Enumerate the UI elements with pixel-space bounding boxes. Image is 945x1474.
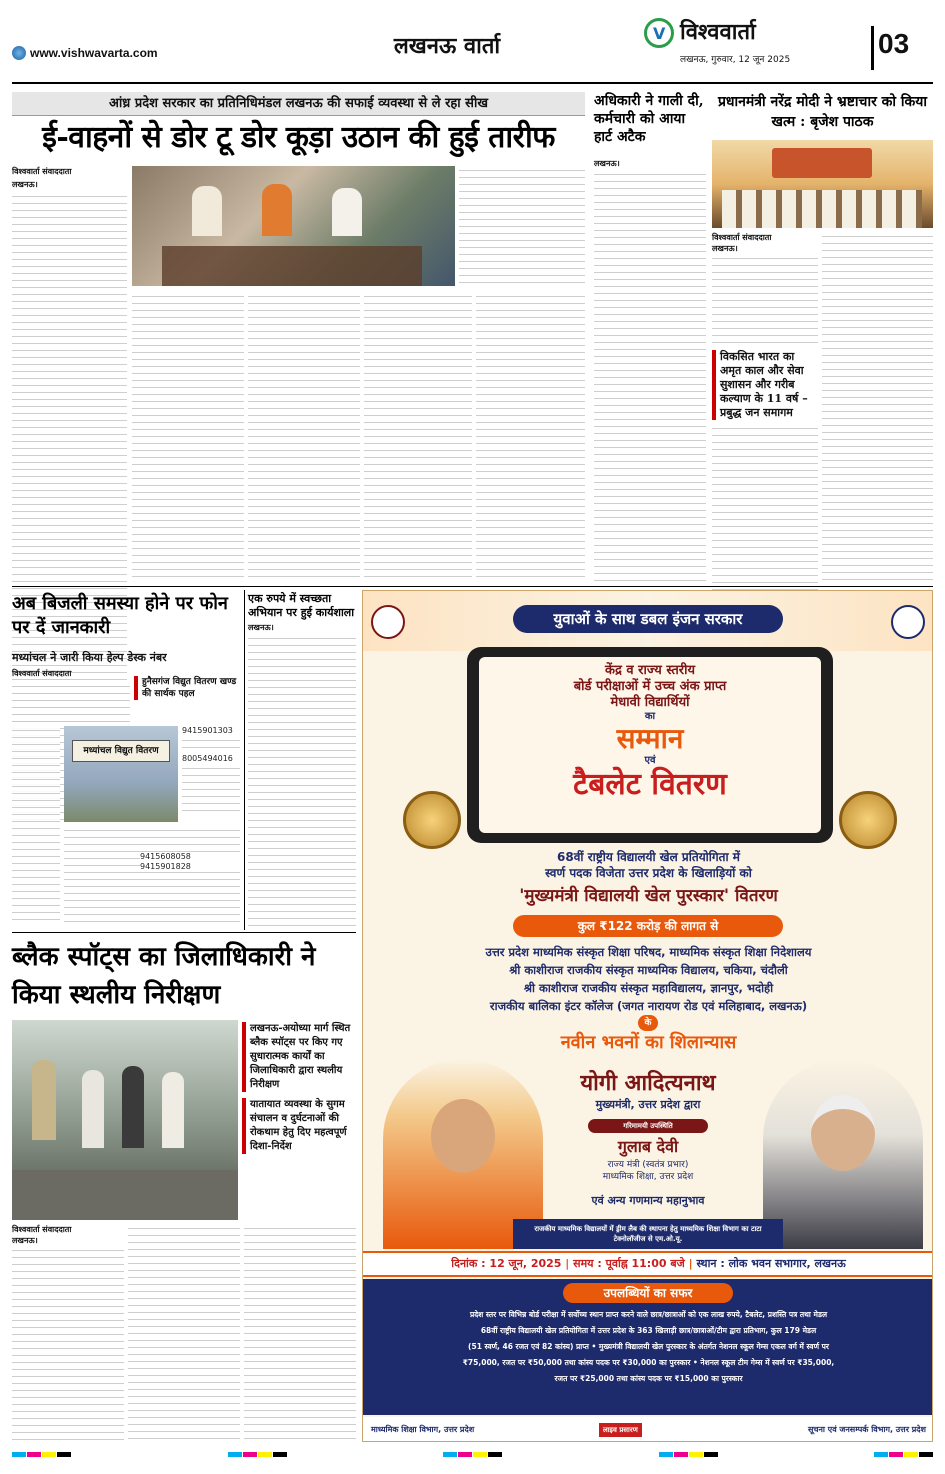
- electricity-headline[interactable]: अब बिजली समस्या होने पर फोन पर दें जानकारी: [12, 593, 228, 638]
- body-text: [459, 166, 585, 286]
- dateline-text: लखनऊ।: [12, 1236, 38, 1245]
- institution: राजकीय बालिका इंटर कॉलेज (जगत नारायण रोड एवं मलिहाबाद, लखनऊ): [489, 999, 808, 1013]
- event-photo: [712, 140, 933, 228]
- divider: [244, 590, 245, 930]
- color-bars: [12, 1452, 933, 1460]
- event-time: समय : पूर्वाह्न 11:00 बजे: [573, 1257, 685, 1270]
- institution-list: [373, 943, 924, 1015]
- emblem-icon: [891, 605, 925, 639]
- electricity-subhead: मध्यांचल ने जारी किया हेल्प डेस्क नंबर: [12, 651, 167, 664]
- award-line: 'मुख्यमंत्री विद्यालयी खेल पुरस्कार' वितरण: [519, 886, 778, 906]
- phone-list: [140, 852, 240, 872]
- emblem-icon: [371, 605, 405, 639]
- phone-number: 9415901828: [140, 862, 191, 871]
- achievement: (51 स्वर्ण, 46 रजत एवं 82 कांस्य) प्राप्त • मुख्यमंत्री विद्यालयी खेल पुरस्कार के अंतर्गत नेशनल स्कूल गेम्स एकल वर्ग में स्वर्ण पर: [468, 1342, 829, 1351]
- body-text: [822, 232, 933, 582]
- institution: श्री काशीराज राजकीय संस्कृत माध्यमिक विद्यालय, चकिया, चंदौली: [509, 963, 788, 977]
- cm-name: योगी आदित्यनाथ: [580, 1070, 716, 1096]
- body-text: [476, 292, 585, 582]
- shilanyas-title: नवीन भवनों का शिलान्यास: [560, 1032, 737, 1053]
- achievement: 68वीं राष्ट्रीय विद्यालयी खेल प्रतियोगिता में उत्तर प्रदेश के 363 खिलाड़ी छात्र/छात्राओं/टीम द्वारा प्रतिभाग, कुल 179 मेडल: [480, 1326, 817, 1335]
- lead-headline[interactable]: ई-वाहनों से डोर टू डोर कूड़ा उठान की हुई तारीफ: [42, 120, 555, 155]
- body-text: [248, 634, 356, 928]
- phone-number: 9415901303: [182, 726, 233, 735]
- body-text: [364, 292, 472, 582]
- pm-portrait: [763, 1059, 923, 1249]
- achievements-panel: [363, 1279, 933, 1415]
- guest-label: गरिमामयी उपस्थिति: [588, 1119, 708, 1133]
- byline: विश्ववार्ता संवाददाता: [712, 233, 772, 242]
- body-text: [182, 764, 240, 814]
- masthead: [12, 6, 933, 82]
- cm-title: मुख्यमंत्री, उत्तर प्रदेश द्वारा: [595, 1098, 701, 1111]
- byline: विश्ववार्ता संवाददाता: [12, 1225, 72, 1234]
- header-rule: [12, 82, 933, 84]
- tablet-screen: [479, 657, 821, 833]
- divider: [12, 932, 356, 933]
- tablet-ka: का: [644, 711, 656, 722]
- medal-icon: [403, 791, 461, 849]
- swachhta-headline[interactable]: एक रुपये में स्वच्छता अभियान पर हुई कार्यशाला: [248, 592, 355, 619]
- body-text: [244, 1224, 356, 1440]
- blackspot-points: [242, 1022, 356, 1154]
- live-badge: लाइव प्रसारण: [599, 1423, 642, 1437]
- event-venue: स्थान : लोक भवन सभागार, लखनऊ: [696, 1257, 846, 1270]
- blackspot-point: यातायात व्यवस्था के सुगम संचालन व दुर्घटनाओं की रोकथाम हेतु दिए महत्वपूर्ण दिशा-निर्देश: [242, 1098, 356, 1154]
- body-text: [712, 254, 818, 346]
- byline: विश्ववार्ता संवाददाता: [12, 167, 72, 176]
- achievement-list: [369, 1307, 928, 1387]
- body-text: [128, 1224, 240, 1440]
- blackspot-point: लखनऊ-अयोध्या मार्ग स्थित ब्लैक स्पॉट्स पर किए गए सुधारात्मक कार्यों का जिलाधिकारी द्वारा स्थलीय निरीक्षण: [242, 1022, 356, 1092]
- games-line: 68वीं राष्ट्रीय विद्यालयी खेल प्रतियोगिता में: [557, 850, 740, 864]
- guest-title: राज्य मंत्री (स्वतंत्र प्रभार): [607, 1160, 689, 1170]
- phone-number: 9415608058: [140, 852, 191, 861]
- phone-list: [182, 726, 240, 814]
- institution: श्री काशीराज राजकीय संस्कृत महाविद्यालय, ज्ञानपुर, भदोही: [523, 981, 774, 995]
- side1-headline[interactable]: अधिकारी ने गाली दी, कर्मचारी को आया हार्ट अटैक: [594, 93, 704, 145]
- dateline: लखनऊ, गुरुवार, 12 जून 2025: [680, 55, 791, 65]
- side2-col1: [712, 232, 818, 652]
- medal-icon: [839, 791, 897, 849]
- guest-name: गुलाब देवी: [617, 1137, 679, 1156]
- cost-badge: कुल ₹122 करोड़ की लागत से: [513, 915, 783, 937]
- phone-number: 8005494016: [182, 754, 233, 763]
- electricity-pullquote: हुनैसगंज विद्युत वितरण खण्ड की सार्थक पहल: [134, 676, 240, 700]
- event-date: दिनांक : 12 जून, 2025: [451, 1257, 562, 1270]
- ke-badge: के: [638, 1015, 658, 1031]
- dateline-text: लखनऊ।: [248, 623, 274, 632]
- footer-dept: माध्यमिक शिक्षा विभाग, उत्तर प्रदेश: [371, 1425, 475, 1434]
- meeting-photo: [132, 166, 455, 286]
- body-text: [12, 726, 60, 926]
- divider: [12, 586, 933, 587]
- tablet-vitaran: टैबलेट वितरण: [573, 767, 727, 802]
- tablet-samman: सम्मान: [616, 722, 684, 755]
- globe-icon: [12, 46, 26, 60]
- tablet-evam: एवं: [644, 755, 656, 766]
- achievements-title: उपलब्धियों का सफर: [563, 1283, 733, 1303]
- divider: [871, 26, 874, 70]
- body-text: [132, 292, 244, 582]
- lead-kicker: आंध्र प्रदेश सरकार का प्रतिनिधिमंडल लखनऊ की सफाई व्यवस्था से ले रहा सीख: [12, 92, 585, 116]
- games-line: स्वर्ण पदक विजेता उत्तर प्रदेश के खिलाड़ियों को: [545, 866, 752, 880]
- achievement: रजत पर ₹25,000 तथा कांस्य पदक पर ₹15,000 का पुरस्कार: [554, 1374, 743, 1383]
- body-text: [64, 826, 240, 926]
- office-photo: [64, 726, 178, 822]
- tablet-frame: [467, 647, 833, 843]
- institution: उत्तर प्रदेश माध्यमिक संस्कृत शिक्षा परिषद, माध्यमिक संस्कृत शिक्षा निदेशालय: [485, 945, 812, 959]
- body-text: [182, 736, 240, 754]
- others-line: एवं अन्य गणमान्य महानुभाव: [591, 1194, 705, 1207]
- inspection-photo: [12, 1020, 238, 1220]
- side2-pullquote: विकसित भारत का अमृत काल और सेवा सुशासन और गरीब कल्याण के 11 वर्ष – प्रबुद्ध जन समागम: [712, 350, 818, 420]
- byline: विश्ववार्ता संवाददाता: [12, 669, 72, 678]
- section-title: लखनऊ वार्ता: [393, 33, 501, 59]
- dateline-text: लखनऊ।: [12, 180, 38, 189]
- dateline-text: लखनऊ।: [712, 244, 738, 253]
- advertisement: [362, 590, 933, 1442]
- achievement: प्रदेश स्तर पर विभिन्न बोर्ड परीक्षा में सर्वोच्च स्थान प्राप्त करने वाले छात्र/छात्राओं को एक लाख रुपये, टैबलेट, प्रशस्ति पत्र तथा मेडल: [469, 1310, 828, 1319]
- body-text: [12, 682, 130, 722]
- tablet-line: मेधावी विद्यार्थियों: [610, 695, 690, 710]
- mou-note: राजकीय माध्यमिक विद्यालयों में ड्रीम लैब की स्थापना हेतु माध्यमिक शिक्षा विभाग का टाटा टेक्नोलॉजीज से एम.ओ.यू.: [513, 1219, 783, 1249]
- photo-sign: मध्यांचल विद्युत वितरण: [72, 740, 170, 762]
- blackspot-headline[interactable]: ब्लैक स्पॉट्स का जिलाधिकारी ने किया स्थलीय निरीक्षण: [12, 942, 316, 1010]
- logo-icon: V: [644, 18, 674, 48]
- ad-banner: युवाओं के साथ डबल इंजन सरकार: [513, 605, 783, 633]
- dateline-text: लखनऊ।: [594, 159, 620, 168]
- body-text: [594, 170, 706, 582]
- side2-headline[interactable]: प्रधानमंत्री नरेंद्र मोदी ने भ्रष्टाचार को किया खत्म : बृजेश पाठक: [717, 94, 928, 130]
- event-details: दिनांक : 12 जून, 2025 | समय : पूर्वाह्न 11:00 बजे | स्थान : लोक भवन सभागार, लखनऊ: [363, 1251, 933, 1277]
- tablet-line: बोर्ड परीक्षाओं में उच्च अंक प्राप्त: [573, 679, 727, 694]
- body-text: [248, 292, 360, 582]
- page-number: 03: [878, 28, 910, 59]
- website-link[interactable]: www.vishwavarta.com: [30, 46, 158, 60]
- ad-footer: [363, 1417, 933, 1442]
- guest-title: माध्यमिक शिक्षा, उत्तर प्रदेश: [602, 1172, 694, 1182]
- blackspot-col1: [12, 1224, 124, 1440]
- paper-name: विश्ववार्ता: [680, 19, 756, 45]
- achievement: ₹75,000, रजत पर ₹50,000 तथा कांस्य पदक पर ₹30,000 का पुरस्कार • नेशनल स्कूल टीम गेम्स में स्वर्ण पर ₹35,000,: [462, 1358, 835, 1367]
- tablet-line: केंद्र व राज्य स्तरीय: [604, 663, 696, 678]
- body-text: [12, 1246, 124, 1440]
- footer-dept: सूचना एवं जनसम्पर्क विभाग, उत्तर प्रदेश: [807, 1425, 926, 1434]
